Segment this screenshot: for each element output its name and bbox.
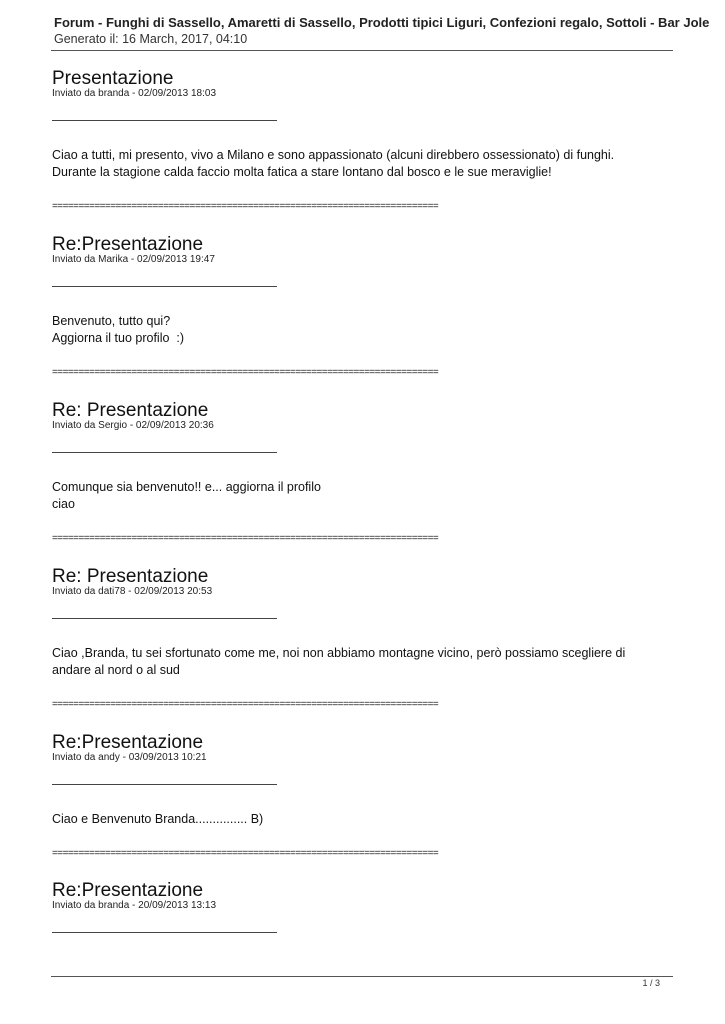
meta-divider <box>52 618 277 619</box>
post-title: Re:Presentazione <box>52 732 204 753</box>
post-body-line: Aggiorna il tuo profilo :) <box>52 331 185 345</box>
meta-divider <box>52 932 277 933</box>
post-body <box>52 147 682 181</box>
post-meta: Inviato da Sergio - 02/09/2013 20:36 <box>52 420 214 431</box>
forum-post <box>52 68 682 213</box>
forum-post <box>52 234 682 379</box>
post-meta: Inviato da andy - 03/09/2013 10:21 <box>52 752 207 763</box>
post-separator: ========================================================================= <box>52 367 439 378</box>
post-title: Re:Presentazione <box>52 880 204 901</box>
post-meta: Inviato da branda - 20/09/2013 13:13 <box>52 900 217 911</box>
post-body-line: Ciao e Benvenuto Branda............... B) <box>52 812 264 826</box>
post-title: Presentazione <box>52 68 174 89</box>
post-body <box>52 645 682 679</box>
forum-post <box>52 880 682 933</box>
footer-divider <box>51 976 673 977</box>
header-divider <box>51 50 673 51</box>
document-header <box>54 15 725 47</box>
post-body-line: Comunque sia benvenuto!! e... aggiorna il profilo <box>52 480 321 494</box>
post-separator: ========================================================================= <box>52 201 439 212</box>
post-body-line: Ciao ,Branda, tu sei sfortunato come me, noi non abbiamo montagne vicino, però possiamo scegliere di <box>52 646 626 660</box>
meta-divider <box>52 452 277 453</box>
forum-post <box>52 400 682 545</box>
post-body-line: ciao <box>52 497 75 511</box>
post-body <box>52 479 682 513</box>
post-title: Re: Presentazione <box>52 400 209 421</box>
document-title: Forum - Funghi di Sassello, Amaretti di Sassello, Prodotti tipici Liguri, Confezioni regalo, Sottoli - Bar Jole <box>54 15 710 30</box>
post-meta: Inviato da Marika - 02/09/2013 19:47 <box>52 254 215 265</box>
post-separator: ========================================================================= <box>52 699 439 710</box>
post-separator: ========================================================================= <box>52 848 439 859</box>
post-title: Re: Presentazione <box>52 566 209 587</box>
forum-post <box>52 566 682 711</box>
generated-date: Generato il: 16 March, 2017, 04:10 <box>54 32 248 46</box>
post-body <box>52 313 682 347</box>
post-body-line: Durante la stagione calda faccio molta fatica a stare lontano dal bosco e le sue meraviglie! <box>52 165 552 179</box>
page-number: 1 / 3 <box>642 978 660 988</box>
meta-divider <box>52 784 277 785</box>
post-meta: Inviato da branda - 02/09/2013 18:03 <box>52 88 217 99</box>
post-separator: ========================================================================= <box>52 533 439 544</box>
meta-divider <box>52 286 277 287</box>
post-meta: Inviato da dati78 - 02/09/2013 20:53 <box>52 586 213 597</box>
post-body-line: Ciao a tutti, mi presento, vivo a Milano e sono appassionato (alcuni direbbero ossessionato) di funghi. <box>52 148 615 162</box>
forum-post <box>52 732 682 860</box>
post-body <box>52 811 682 828</box>
post-body-line: andare al nord o al sud <box>52 663 180 677</box>
post-title: Re:Presentazione <box>52 234 204 255</box>
meta-divider <box>52 120 277 121</box>
post-body-line: Benvenuto, tutto qui? <box>52 314 171 328</box>
